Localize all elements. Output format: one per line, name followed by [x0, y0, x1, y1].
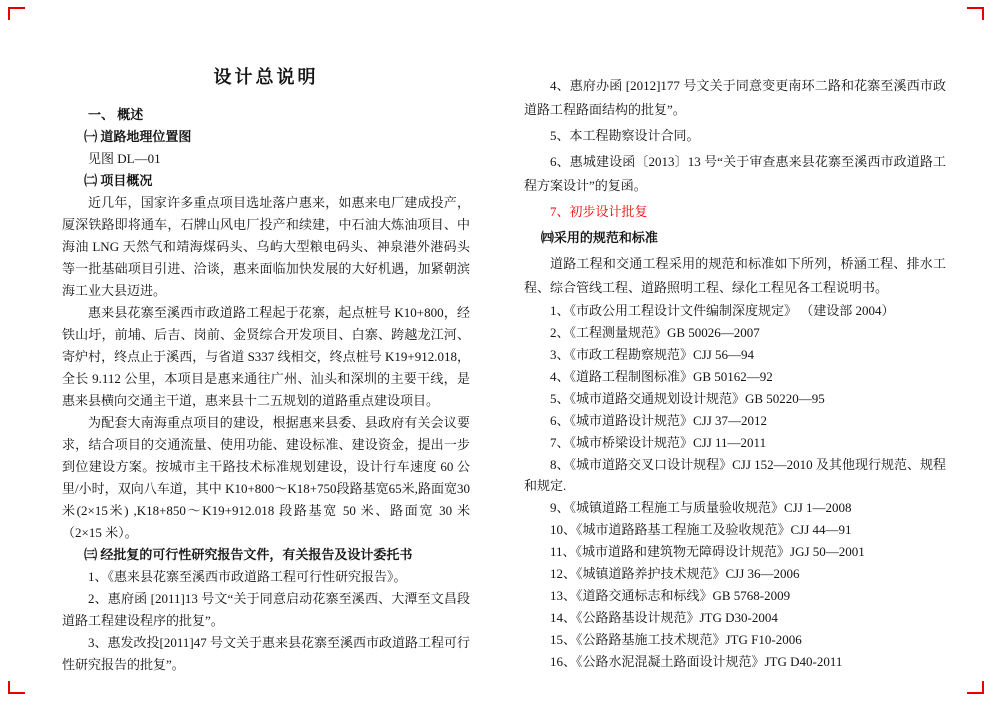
standard-item-8: 8、《城市道路交叉口设计规程》CJJ 152—2010 及其他现行规范、规程和规定. — [524, 457, 946, 493]
subheading-project-overview: ㈡ 项目概况 — [84, 173, 153, 188]
crop-mark-top-left-icon — [8, 7, 25, 20]
standard-item-6: 6、《城市道路设计规范》CJJ 37—2012 — [550, 413, 768, 428]
subheading-approved-feasibility-reports: ㈢ 经批复的可行性研究报告文件，有关报告及设计委托书 — [84, 547, 413, 562]
document-title: 设计总说明 — [213, 67, 319, 87]
standard-item-10: 10、《城市道路路基工程施工及验收规范》CJJ 44—91 — [550, 522, 852, 537]
standard-item-4: 4、《道路工程制图标准》GB 50162—92 — [550, 369, 773, 384]
standard-item-13: 13、《道路交通标志和标线》GB 5768-2009 — [550, 588, 791, 603]
reference-item-7-preliminary-design-approval: 7、初步设计批复 — [550, 204, 648, 219]
reference-item-4: 4、惠府办函 [2012]177 号文关于同意变更南环二路和花寨至溪西市政道路工程路面结构的批复”。 — [524, 78, 946, 117]
crop-mark-bottom-right-icon — [967, 681, 984, 694]
standard-item-1: 1、《市政公用工程设计文件编制深度规定》 （建设部 2004） — [550, 303, 895, 318]
reference-item-3: 3、惠发改投[2011]47 号文关于惠来县花寨至溪西市政道路工程可行性研究报告的批复”。 — [62, 635, 470, 672]
reference-item-1: 1、《惠来县花寨至溪西市政道路工程可行性研究报告》。 — [88, 569, 407, 584]
left-column — [62, 66, 470, 676]
subheading-road-location-map: ㈠ 道路地理位置图 — [84, 129, 192, 144]
reference-item-6: 6、惠城建设函〔2013〕13 号“关于审查惠来县花寨至溪西市政道路工程方案设计”的复函。 — [524, 154, 946, 193]
paragraph-standards-intro: 道路工程和交通工程采用的规范和标准如下所列，桥涵工程、排水工程、综合管线工程、道路照明工程、绿化工程见各工程说明书。 — [524, 256, 946, 295]
section-heading-overview: 一、 概述 — [88, 107, 144, 122]
standard-item-7: 7、《城市桥梁设计规范》CJJ 11—2011 — [550, 435, 767, 450]
right-column — [524, 74, 946, 673]
crop-mark-bottom-left-icon — [8, 681, 25, 694]
reference-item-2: 2、惠府函 [2011]13 号文“关于同意启动花寨至溪西、大潭至文昌段道路工程建设程序的批复”。 — [62, 591, 470, 628]
crop-mark-top-right-icon — [967, 7, 984, 20]
standard-item-14: 14、《公路路基设计规范》JTG D30-2004 — [550, 610, 778, 625]
standard-item-3: 3、《市政工程勘察规范》CJJ 56—94 — [550, 347, 755, 362]
standard-item-12: 12、《城镇道路养护技术规范》CJJ 36—2006 — [550, 566, 800, 581]
standard-item-11: 11、《城市道路和建筑物无障碍设计规范》JGJ 50—2001 — [550, 544, 865, 559]
standards-list — [524, 300, 946, 672]
standard-item-2: 2、《工程测量规范》GB 50026—2007 — [550, 325, 760, 340]
paragraph-see-figure: 见图 DL—01 — [88, 151, 161, 166]
reference-item-5: 5、本工程勘察设计合同。 — [550, 128, 700, 143]
paragraph-project-overview-3: 为配套大南海重点项目的建设，根据惠来县委、县政府有关会议要求，结合项目的交通流量、使用功能、建设标准、建设资金，提出一步到位建设方案。按城市主干路技术标准规划建设，设计行车速度 60 公里/小时，双向八车道，其中 K10+800～K18+750段路基宽65米,路面宽30米(2×15米) ,K18+850～K19+912.018 段路基宽 50 米、路面宽 30 米（2×15 米）。 — [62, 415, 470, 540]
standard-item-16: 16、《公路水泥混凝土路面设计规范》JTG D40-2011 — [550, 654, 843, 669]
standard-item-9: 9、《城镇道路工程施工与质量验收规范》CJJ 1—2008 — [550, 500, 852, 515]
subheading-adopted-codes-and-standards: ㈣采用的规范和标准 — [540, 230, 658, 245]
standard-item-15: 15、《公路路基施工技术规范》JTG F10-2006 — [550, 632, 802, 647]
paragraph-project-overview-1: 近几年，国家许多重点项目选址落户惠来，如惠来电厂建成投产，厦深铁路即将通车，石牌山风电厂投产和续建，中石油大炼油项目、中海油 LNG 天然气和靖海煤码头、乌屿大型粮电码头、神泉港外港码头等一批基础项目引进、洽谈，惠来面临加快发展的大好机遇，加紧朝滨海工业大县迈进。 — [62, 195, 470, 298]
standard-item-5: 5、《城市道路交通规划设计规范》GB 50220—95 — [550, 391, 825, 406]
paragraph-project-overview-2: 惠来县花寨至溪西市政道路工程起于花寨，起点桩号 K10+800，经铁山圩，前埔、后吉、岗前、金贤综合开发项目、白寨、跨越龙江河、寄炉村，终点止于溪西，与省道 S337 线相交，终点桩号 K19+912.018，全长 9.112 公里，本项目是惠来通往广州、汕头和深圳的主要干线，是惠来县横向交通主干道，惠来县十二五规划的道路重点建设项目。 — [62, 305, 470, 408]
